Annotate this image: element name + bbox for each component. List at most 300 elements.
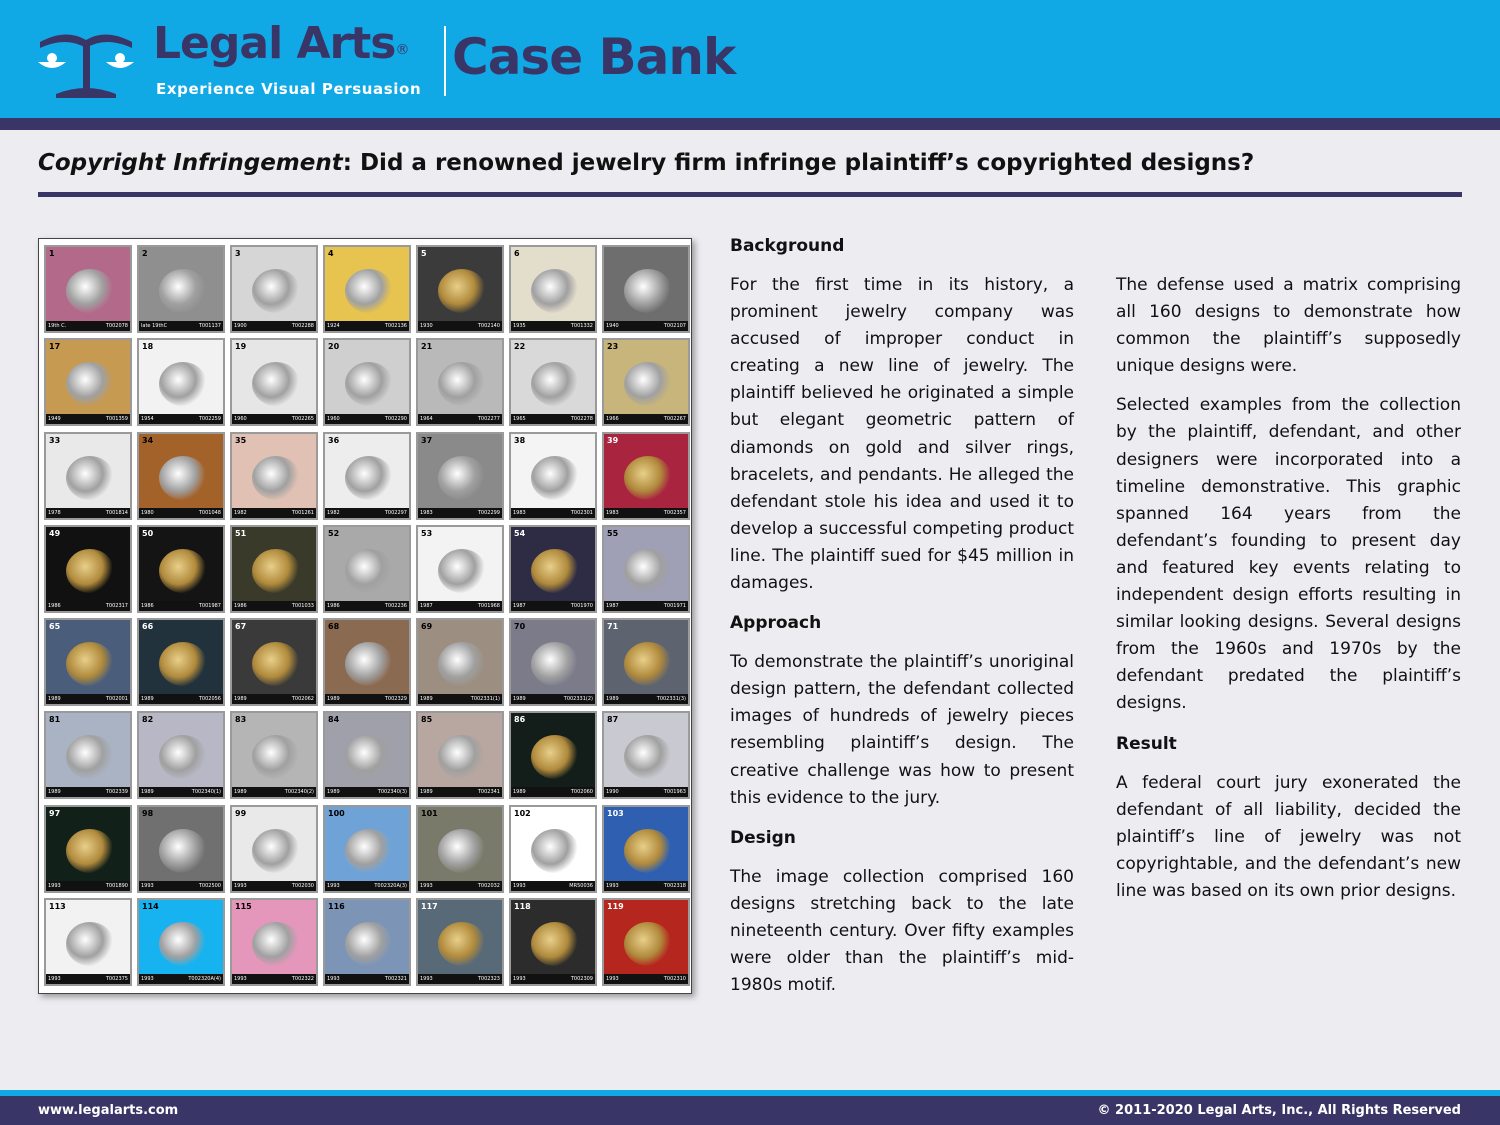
jewelry-image — [531, 829, 579, 873]
jewelry-image — [66, 456, 114, 500]
tile-year: 1993 — [327, 882, 340, 889]
background-heading: Background — [730, 236, 845, 256]
jewelry-image — [438, 549, 486, 593]
tile-caption — [511, 321, 595, 331]
tile-caption — [511, 694, 595, 704]
tile-caption — [46, 881, 130, 891]
tile-caption — [232, 508, 316, 518]
header-divider — [444, 26, 446, 96]
jewelry-image — [159, 456, 207, 500]
jewelry-image — [345, 456, 393, 500]
tile-year: 1986 — [234, 602, 247, 609]
tile-number: 20 — [328, 342, 340, 352]
tile-id: T002032 — [477, 882, 500, 889]
tile-id: T002236 — [384, 602, 407, 609]
tile-year: 1989 — [327, 696, 340, 703]
matrix-tile — [230, 805, 318, 893]
tile-id: T001963 — [663, 789, 686, 796]
tile-number: 71 — [607, 622, 619, 632]
tile-year: 1993 — [513, 882, 526, 889]
tile-id: T001048 — [198, 509, 221, 516]
matrix-tile — [230, 525, 318, 613]
tile-id: T002136 — [384, 323, 407, 329]
tile-caption — [139, 601, 223, 611]
page-header — [0, 0, 1500, 118]
tile-year: 1983 — [606, 509, 619, 516]
tile-id: T001987 — [198, 602, 221, 609]
matrix-tile — [44, 245, 132, 333]
jewelry-image — [531, 456, 579, 500]
tile-number: 49 — [49, 528, 61, 538]
tile-id: T002297 — [384, 509, 407, 516]
tile-number: 113 — [49, 902, 66, 912]
tile-caption — [604, 881, 688, 891]
tile-caption — [604, 787, 688, 797]
jewelry-image — [159, 549, 207, 593]
tile-id: T002500 — [198, 882, 221, 889]
tile-year: 1987 — [420, 602, 433, 609]
jewelry-image — [438, 362, 486, 406]
tile-id: T002340(2) — [284, 789, 314, 796]
tile-id: T001890 — [105, 882, 128, 889]
tile-year: 1980 — [141, 509, 154, 516]
tile-number: 51 — [235, 528, 247, 538]
tile-year: 1989 — [141, 696, 154, 703]
tile-caption — [418, 787, 502, 797]
tile-year: 1986 — [327, 602, 340, 609]
tile-id: T001971 — [663, 602, 686, 609]
tile-caption — [418, 414, 502, 424]
tile-year: 1924 — [327, 323, 340, 329]
tile-caption — [511, 508, 595, 518]
tile-caption — [232, 787, 316, 797]
design-heading: Design — [730, 827, 796, 848]
matrix-tile — [44, 432, 132, 520]
tile-id: T002323 — [477, 976, 500, 983]
tile-number: 67 — [235, 622, 247, 632]
tile-caption — [325, 881, 409, 891]
header-rule — [0, 118, 1500, 130]
result-body: A federal court jury exonerated the defendant of all liability, decided the plaintiff’s line of jewelry was not copyrightable, and the defendant’s new line was based on its own prior designs. — [1116, 772, 1461, 901]
jewelry-image — [438, 456, 486, 500]
tile-year: 1987 — [606, 602, 619, 609]
tile-year: 1964 — [420, 416, 433, 423]
footer-copyright: © 2011-2020 Legal Arts, Inc., All Rights Reserved — [1097, 1103, 1461, 1118]
jewelry-image — [531, 362, 579, 406]
tile-caption — [418, 508, 502, 518]
matrix-tile — [323, 245, 411, 333]
tile-id: T002060 — [570, 789, 593, 796]
jewelry-image — [624, 829, 672, 873]
product-name: Case Bank — [452, 28, 736, 86]
tile-id: T002321 — [384, 976, 407, 983]
tile-id: T002277 — [477, 416, 500, 423]
jewelry-image — [438, 642, 486, 686]
tile-year: 1965 — [513, 416, 526, 423]
tile-caption — [418, 694, 502, 704]
tile-year: 1982 — [327, 509, 340, 516]
tile-id: T002267 — [663, 416, 686, 423]
tile-id: T002078 — [105, 323, 128, 329]
jewelry-image — [438, 829, 486, 873]
matrix-tile — [44, 898, 132, 986]
tile-number: 35 — [235, 435, 247, 445]
matrix-tile — [602, 711, 690, 799]
tile-number: 50 — [142, 528, 154, 538]
jewelry-image — [66, 922, 114, 966]
tile-year: 1900 — [234, 323, 247, 329]
tile-year: 1993 — [234, 882, 247, 889]
jewelry-image — [66, 362, 114, 406]
tile-id: T002140 — [477, 323, 500, 329]
tile-caption — [418, 601, 502, 611]
tile-caption — [511, 787, 595, 797]
tile-caption — [604, 508, 688, 518]
matrix-tile — [44, 525, 132, 613]
tile-number: 5 — [421, 249, 427, 258]
tile-year: 1993 — [606, 882, 619, 889]
matrix-tile — [509, 338, 597, 426]
matrix-tile — [230, 432, 318, 520]
tile-caption — [46, 414, 130, 424]
jewelry-image — [159, 362, 207, 406]
tile-number: 1 — [49, 249, 55, 258]
tile-caption — [232, 601, 316, 611]
tile-id: T002056 — [198, 696, 221, 703]
jewelry-image — [66, 735, 114, 779]
matrix-tile — [602, 525, 690, 613]
jewelry-image — [624, 642, 672, 686]
tile-number: 99 — [235, 808, 247, 818]
tile-id: T001261 — [291, 509, 314, 516]
brand-name: Legal Arts® — [153, 18, 409, 69]
tile-caption — [232, 414, 316, 424]
matrix-tile — [602, 805, 690, 893]
matrix-tile — [323, 618, 411, 706]
jewelry-image — [624, 922, 672, 966]
tile-id: T002340(3) — [377, 789, 407, 796]
tile-year: 1989 — [141, 789, 154, 796]
tile-id: T002259 — [198, 416, 221, 423]
jewelry-image — [345, 362, 393, 406]
approach-heading: Approach — [730, 613, 822, 634]
tile-caption — [511, 881, 595, 891]
tile-number: 39 — [607, 435, 619, 445]
tile-number: 65 — [49, 622, 61, 632]
tile-id: T002331(2) — [563, 696, 593, 703]
tile-year: 1960 — [327, 416, 340, 423]
matrix-tile — [509, 525, 597, 613]
tile-number: 98 — [142, 808, 154, 818]
matrix-tile — [602, 245, 690, 333]
tile-caption — [511, 414, 595, 424]
jewelry-image — [252, 362, 300, 406]
tile-id: T001970 — [570, 602, 593, 609]
jewelry-image — [531, 922, 579, 966]
tile-year: 1993 — [327, 976, 340, 983]
jewelry-image — [531, 642, 579, 686]
matrix-tile — [230, 245, 318, 333]
jewelry-image — [531, 735, 579, 779]
jewelry-image — [345, 922, 393, 966]
tile-year: 1989 — [234, 696, 247, 703]
tile-number: 100 — [328, 808, 345, 818]
background-body: For the first time in its history, a prominent jewelry company was accused of improper conduct in creating a new line of jewelry. The plaintiff believed he originated a simple but elegant geometric pattern of diamonds on gold and silver rings, bracelets, and pendants. He alleged the defendant stole his idea and used it to develop a successful competing product line. The plaintiff sued for $45 million in damages. — [730, 275, 1074, 594]
tile-caption — [604, 321, 688, 331]
matrix-tile — [416, 898, 504, 986]
tile-year: 1989 — [420, 696, 433, 703]
tile-number: 83 — [235, 715, 247, 725]
tile-year: 1989 — [48, 789, 61, 796]
title-category: Copyright Infringement — [38, 150, 343, 176]
tile-id: T002329 — [384, 696, 407, 703]
tile-year: 1940 — [606, 323, 619, 329]
tile-id: T001332 — [570, 323, 593, 329]
matrix-grid — [44, 245, 686, 986]
title-question: Did a renowned jewelry firm infringe plaintiff’s copyrighted designs? — [359, 150, 1255, 176]
tile-year: 1993 — [420, 976, 433, 983]
tile-number: 2 — [142, 249, 148, 258]
matrix-tile — [509, 711, 597, 799]
matrix-tile — [509, 805, 597, 893]
tile-id: T002288 — [291, 323, 314, 329]
tile-id: T001814 — [105, 509, 128, 516]
tile-caption — [325, 601, 409, 611]
tile-number: 81 — [49, 715, 61, 725]
jewelry-image — [624, 362, 672, 406]
matrix-tile — [44, 805, 132, 893]
jewelry-image — [66, 549, 114, 593]
tile-id: T002309 — [570, 976, 593, 983]
matrix-tile — [137, 618, 225, 706]
jewelry-image — [345, 269, 393, 313]
tile-caption — [139, 694, 223, 704]
matrix-tile — [602, 432, 690, 520]
matrix-tile — [416, 711, 504, 799]
tile-number: 117 — [421, 902, 438, 912]
tile-number: 66 — [142, 622, 154, 632]
matrix-tile — [323, 525, 411, 613]
tile-id: T002310 — [663, 976, 686, 983]
jewelry-image — [159, 269, 207, 313]
tile-caption — [418, 974, 502, 984]
tile-number: 53 — [421, 528, 433, 538]
tile-year: 1935 — [513, 323, 526, 329]
tile-id: T002331(1) — [470, 696, 500, 703]
tile-caption — [604, 414, 688, 424]
tile-id: T002375 — [105, 976, 128, 983]
tile-caption — [232, 694, 316, 704]
tile-number: 21 — [421, 342, 433, 352]
tile-caption — [604, 974, 688, 984]
tile-caption — [325, 787, 409, 797]
matrix-tile — [323, 432, 411, 520]
tile-caption — [46, 974, 130, 984]
matrix-tile — [323, 711, 411, 799]
tile-id: T002317 — [105, 602, 128, 609]
tile-year: 1954 — [141, 416, 154, 423]
tile-year: 1990 — [606, 789, 619, 796]
tile-number: 36 — [328, 435, 340, 445]
tile-number: 97 — [49, 808, 61, 818]
tile-year: 1993 — [141, 976, 154, 983]
matrix-tile — [137, 338, 225, 426]
tile-id: T002030 — [291, 882, 314, 889]
tile-caption — [604, 601, 688, 611]
tile-number: 86 — [514, 715, 526, 725]
tile-id: T002107 — [663, 323, 686, 329]
jewelry-image — [345, 735, 393, 779]
tile-id: T001359 — [105, 416, 128, 423]
tile-number: 114 — [142, 902, 159, 912]
jewelry-image — [438, 922, 486, 966]
jewelry-image — [531, 269, 579, 313]
tile-number: 6 — [514, 249, 520, 258]
tile-number: 17 — [49, 342, 61, 352]
tile-caption — [46, 694, 130, 704]
jewelry-image — [159, 829, 207, 873]
tile-year: 1989 — [606, 696, 619, 703]
matrix-tile — [509, 245, 597, 333]
tile-caption — [139, 881, 223, 891]
jewelry-image — [438, 735, 486, 779]
matrix-tile — [230, 711, 318, 799]
tile-caption — [511, 974, 595, 984]
tile-number: 82 — [142, 715, 154, 725]
tile-number: 119 — [607, 902, 624, 912]
tile-number: 84 — [328, 715, 340, 725]
tile-caption — [46, 601, 130, 611]
tile-id: T002320A(4) — [188, 976, 221, 983]
matrix-tile — [137, 711, 225, 799]
jewelry-image — [252, 829, 300, 873]
tile-id: T002265 — [291, 416, 314, 423]
tile-number: 34 — [142, 435, 154, 445]
matrix-tile — [509, 432, 597, 520]
tile-year: 1993 — [234, 976, 247, 983]
tile-caption — [232, 974, 316, 984]
matrix-tile — [602, 898, 690, 986]
jewelry-image — [252, 735, 300, 779]
tile-year: 1986 — [141, 602, 154, 609]
tile-id: T002341 — [477, 789, 500, 796]
jewelry-image — [252, 549, 300, 593]
jewelry-image — [159, 642, 207, 686]
tile-number: 85 — [421, 715, 433, 725]
matrix-tile — [416, 618, 504, 706]
tile-number: 115 — [235, 902, 252, 912]
result-heading: Result — [1116, 733, 1177, 754]
tile-number: 116 — [328, 902, 345, 912]
page-title — [38, 150, 1462, 176]
tile-caption — [325, 321, 409, 331]
tile-year: 1989 — [513, 789, 526, 796]
tile-year: 1930 — [420, 323, 433, 329]
tile-year: 1983 — [420, 509, 433, 516]
footer-url[interactable]: www.legalarts.com — [38, 1103, 179, 1118]
tile-number: 22 — [514, 342, 526, 352]
matrix-tile — [137, 525, 225, 613]
jewelry-image — [66, 269, 114, 313]
tile-number: 4 — [328, 249, 334, 258]
tile-id: T001033 — [291, 602, 314, 609]
tile-id: T002320A(3) — [374, 882, 407, 889]
jewelry-image — [252, 922, 300, 966]
text-column-right — [1116, 232, 1461, 917]
scales-of-justice-icon — [36, 22, 136, 98]
tile-year: 1960 — [234, 416, 247, 423]
tile-id: T002318 — [663, 882, 686, 889]
jewelry-image — [159, 735, 207, 779]
tile-year: late 19thC — [141, 323, 168, 329]
tile-caption — [325, 508, 409, 518]
tile-number: 52 — [328, 528, 340, 538]
tile-id: T002331(3) — [656, 696, 686, 703]
tile-caption — [139, 321, 223, 331]
jewelry-image — [66, 829, 114, 873]
jewelry-image — [531, 549, 579, 593]
tile-number: 38 — [514, 435, 526, 445]
matrix-tile — [44, 618, 132, 706]
matrix-tile — [602, 338, 690, 426]
tile-caption — [232, 321, 316, 331]
matrix-tile — [509, 618, 597, 706]
tile-number: 33 — [49, 435, 61, 445]
jewelry-image — [624, 549, 672, 593]
matrix-tile — [509, 898, 597, 986]
matrix-tile — [230, 618, 318, 706]
tile-year: 1966 — [606, 416, 619, 423]
tile-year: 1986 — [48, 602, 61, 609]
matrix-tile — [137, 898, 225, 986]
jewelry-image — [624, 269, 672, 313]
jewelry-image — [624, 735, 672, 779]
tile-number: 70 — [514, 622, 526, 632]
matrix-tile — [416, 338, 504, 426]
tile-number: 69 — [421, 622, 433, 632]
matrix-tile — [416, 805, 504, 893]
tile-id: T002340(1) — [191, 789, 221, 796]
jewelry-image — [624, 456, 672, 500]
tile-number: 55 — [607, 528, 619, 538]
matrix-tile — [44, 338, 132, 426]
tile-id: T002357 — [663, 509, 686, 516]
tile-caption — [418, 321, 502, 331]
tile-year: 1989 — [327, 789, 340, 796]
tile-number: 37 — [421, 435, 433, 445]
tile-caption — [46, 508, 130, 518]
tile-number: 68 — [328, 622, 340, 632]
matrix-tile — [230, 898, 318, 986]
tile-year: 1993 — [48, 976, 61, 983]
tile-number: 101 — [421, 808, 438, 818]
page-footer — [0, 1096, 1500, 1125]
tile-caption — [139, 974, 223, 984]
tile-id: T002322 — [291, 976, 314, 983]
tile-year: 1983 — [513, 509, 526, 516]
tile-number: 118 — [514, 902, 531, 912]
tile-id: T002278 — [570, 416, 593, 423]
tile-caption — [232, 881, 316, 891]
matrix-tile — [416, 525, 504, 613]
jewelry-image — [438, 269, 486, 313]
matrix-tile — [416, 245, 504, 333]
brand-tagline: Experience Visual Persuasion — [156, 80, 422, 98]
tile-year: 1987 — [513, 602, 526, 609]
design-body-continued-1: The defense used a matrix comprising all 160 designs to demonstrate how common the plaintiff’s supposedly unique designs were. — [1116, 275, 1461, 377]
approach-body: To demonstrate the plaintiff’s unoriginal design pattern, the defendant collected images of hundreds of jewelry pieces resembling plaintiff’s design. The creative challenge was how to present this evidence to the jury. — [730, 652, 1074, 808]
tile-number: 102 — [514, 808, 531, 818]
